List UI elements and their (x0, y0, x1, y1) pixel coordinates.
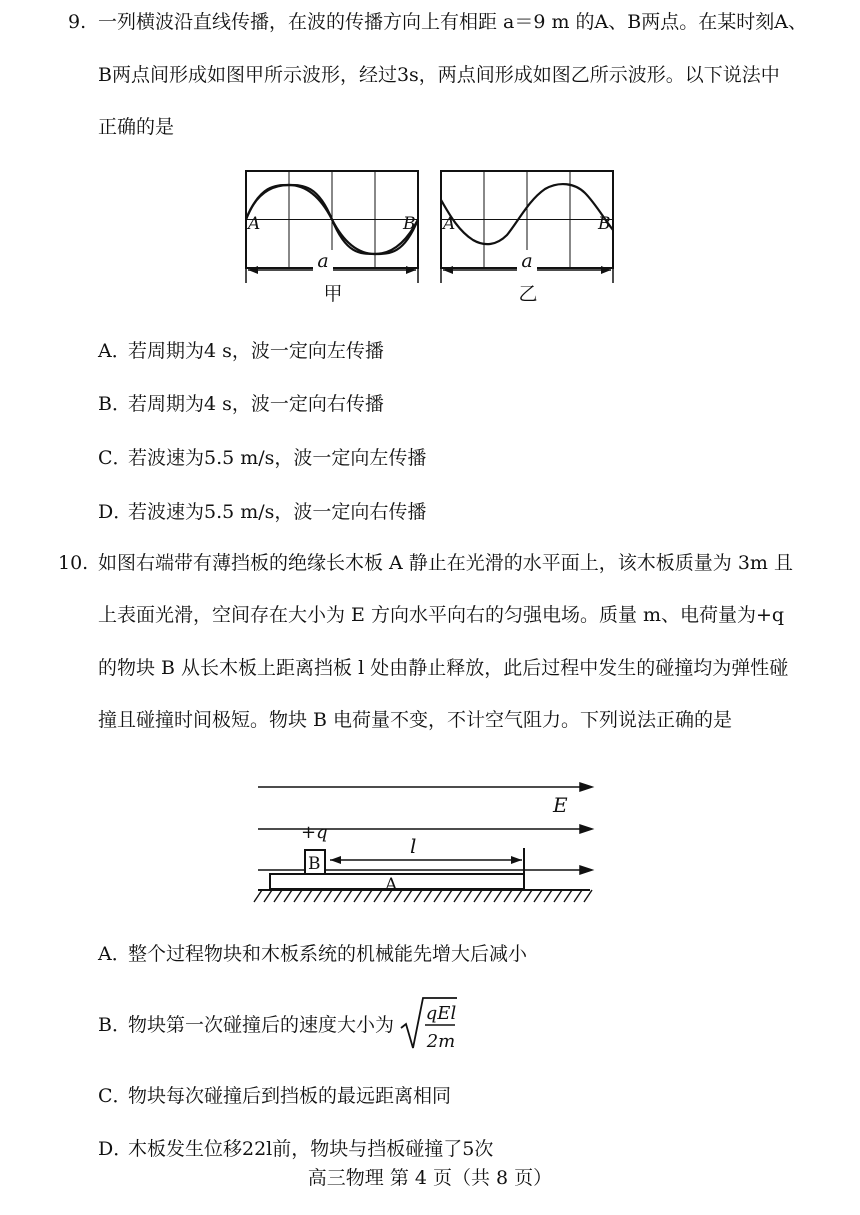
question-10-option-b (98, 1013, 394, 1037)
question-9-option-d (98, 500, 426, 524)
question-10-stem-line-4: 撞且碰撞时间极短。物块 B 电荷量不变，不计空气阻力。下列说法正确的是 (98, 709, 733, 731)
wave-yi-point-b: B (598, 214, 611, 234)
question-9-option-c (98, 446, 426, 470)
wave-yi-caption: 乙 (518, 283, 538, 305)
block-label-b: B (308, 854, 321, 874)
wave-yi-span-label: a (517, 250, 537, 272)
question-9-stem-line-3: 正确的是 (98, 116, 175, 138)
question-10-stem-line-3: 的物块 B 从长木板上距离挡板 l 处由静止释放，此后过程中发生的碰撞均为弹性碰 (98, 657, 789, 679)
option-text: 整个过程物块和木板系统的机械能先增大后减小 (128, 943, 528, 965)
option-label: B． (98, 1014, 131, 1036)
page-footer: 高三物理 第 4 页（共 8 页） (307, 1167, 553, 1189)
board-label-a: A (385, 875, 398, 895)
question-10-stem-line-2: 上表面光滑，空间存在大小为 E 方向水平向右的匀强电场。质量 m、电荷量为+q (98, 604, 785, 626)
option-label: A． (98, 340, 131, 362)
wave-jia-span-label: a (313, 250, 333, 272)
wave-jia-point-a: A (248, 214, 261, 234)
option-text: 若波速为5.5 m/s，波一定向右传播 (128, 501, 427, 523)
question-10-stem-line-1: 如图右端带有薄挡板的绝缘长木板 A 静止在光滑的水平面上，该木板质量为 3m 且 (98, 552, 793, 574)
wave-jia-caption: 甲 (323, 283, 343, 305)
option-label: D． (98, 1138, 133, 1160)
option-text: 木板发生位移22l前，物块与挡板碰撞了5次 (128, 1138, 494, 1160)
option-text: 物块每次碰撞后到挡板的最远距离相同 (128, 1085, 452, 1107)
wave-jia-point-b: B (403, 214, 416, 234)
distance-label-l: l (410, 834, 417, 858)
question-9-stem-line-1: 一列横波沿直线传播，在波的传播方向上有相距 a＝9 m 的A、B两点。在某时刻A、 (98, 11, 807, 33)
option-text: 若波速为5.5 m/s，波一定向左传播 (128, 447, 427, 469)
question-10-option-d (98, 1137, 493, 1161)
field-label-e: E (553, 793, 568, 817)
charge-label: +q (301, 822, 328, 843)
question-9-option-a (98, 339, 384, 363)
option-label: C． (98, 1085, 132, 1107)
question-10-option-c (98, 1084, 451, 1108)
wave-yi-point-a: A (443, 214, 456, 234)
option-text: 若周期为4 s，波一定向左传播 (128, 340, 384, 362)
question-10-option-a (98, 942, 527, 966)
option-label: C． (98, 447, 132, 469)
question-10-number: 10. (58, 552, 89, 574)
option-label: A． (98, 943, 131, 965)
option-text: 若周期为4 s，波一定向右传播 (128, 393, 384, 415)
question-9-number: 9. (68, 11, 87, 33)
fraction-numerator: qEl (425, 1003, 457, 1024)
option-label: D． (98, 501, 133, 523)
question-9-stem-line-2: B两点间形成如图甲所示波形，经过3s，两点间形成如图乙所示波形。以下说法中 (98, 64, 780, 86)
question-9-option-b (98, 392, 384, 416)
fraction-denominator: 2m (426, 1031, 456, 1052)
option-label: B． (98, 393, 131, 415)
option-text: 物块第一次碰撞后的速度大小为 (128, 1014, 395, 1036)
